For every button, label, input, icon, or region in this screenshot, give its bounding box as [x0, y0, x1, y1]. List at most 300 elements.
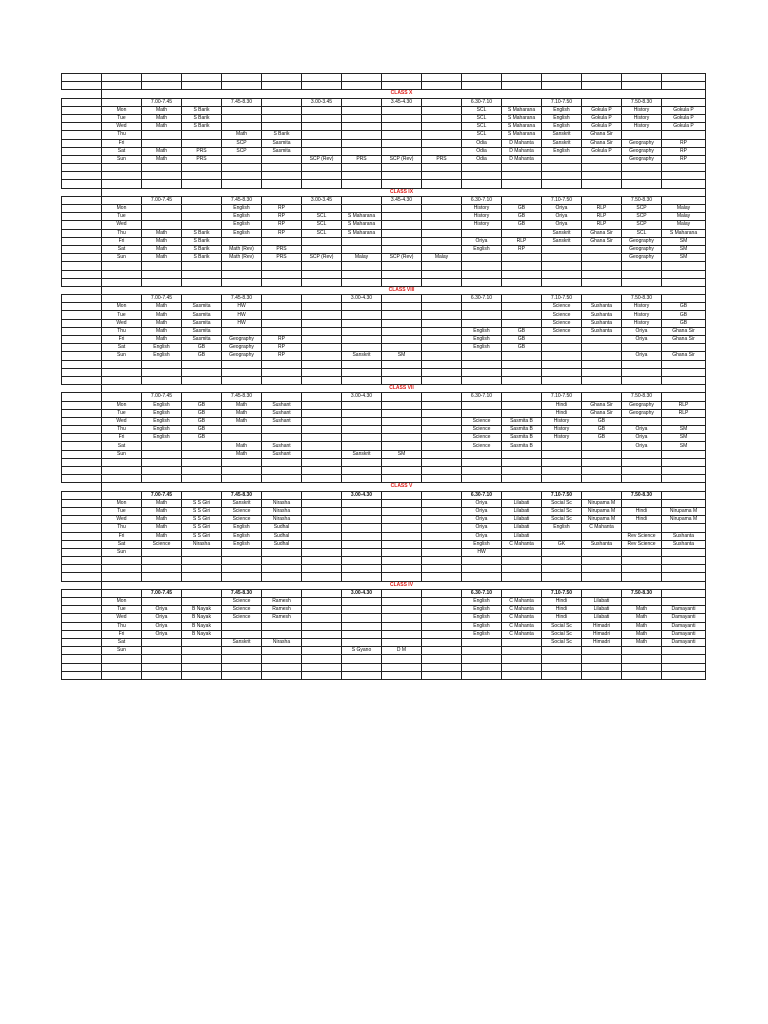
empty-cell: [542, 172, 582, 180]
empty-cell: [62, 450, 102, 458]
schedule-cell: [382, 205, 422, 213]
empty-cell: [462, 82, 502, 90]
schedule-cell: Sushanta: [582, 327, 622, 335]
schedule-cell: [582, 352, 622, 360]
empty-cell: [62, 74, 102, 82]
schedule-cell: Math: [142, 123, 182, 131]
schedule-cell: Malay: [662, 213, 706, 221]
schedule-cell: [262, 311, 302, 319]
empty-cell: [62, 598, 102, 606]
schedule-cell: [462, 450, 502, 458]
schedule-row: [62, 516, 706, 524]
schedule-cell: [342, 426, 382, 434]
empty-cell: [622, 467, 662, 475]
time-slot-label: [582, 295, 622, 303]
empty-cell: [182, 581, 222, 589]
schedule-cell: [262, 426, 302, 434]
schedule-cell: [222, 548, 262, 556]
schedule-cell: Rev Science: [622, 532, 662, 540]
spacer-row: [62, 655, 706, 663]
day-label: Sat: [102, 147, 142, 155]
day-label: Fri: [102, 139, 142, 147]
schedule-cell: History: [622, 114, 662, 122]
empty-cell: [62, 393, 102, 401]
day-label: Fri: [102, 237, 142, 245]
schedule-cell: English: [462, 336, 502, 344]
empty-cell: [422, 286, 462, 294]
schedule-cell: GB: [182, 409, 222, 417]
schedule-row: [62, 352, 706, 360]
schedule-cell: [142, 548, 182, 556]
schedule-cell: Sasmita: [182, 303, 222, 311]
day-label: Thu: [102, 426, 142, 434]
spacer-row: [62, 278, 706, 286]
schedule-cell: RP: [662, 139, 706, 147]
schedule-cell: History: [622, 123, 662, 131]
schedule-cell: English: [222, 229, 262, 237]
schedule-row: [62, 409, 706, 417]
schedule-cell: Nirupama M: [582, 499, 622, 507]
empty-cell: [222, 90, 262, 98]
empty-cell: [582, 565, 622, 573]
schedule-cell: Sasmita: [182, 327, 222, 335]
empty-cell: [382, 557, 422, 565]
schedule-cell: [342, 516, 382, 524]
time-slot-label: [102, 393, 142, 401]
schedule-cell: [422, 516, 462, 524]
schedule-cell: Ghana Sir: [582, 139, 622, 147]
schedule-cell: Math (Rev): [222, 254, 262, 262]
empty-cell: [582, 376, 622, 384]
schedule-cell: [382, 344, 422, 352]
schedule-cell: [262, 114, 302, 122]
time-slot-label: [302, 491, 342, 499]
day-label: Mon: [102, 205, 142, 213]
empty-cell: [342, 368, 382, 376]
empty-cell: [462, 655, 502, 663]
schedule-cell: [422, 147, 462, 155]
schedule-cell: Himadri: [582, 638, 622, 646]
schedule-cell: Nirupama M: [662, 516, 706, 524]
schedule-cell: B Nayak: [182, 606, 222, 614]
schedule-cell: S Maharana: [502, 131, 542, 139]
empty-cell: [422, 458, 462, 466]
schedule-cell: [222, 426, 262, 434]
empty-cell: [422, 573, 462, 581]
schedule-cell: English: [142, 344, 182, 352]
section-title-row: [62, 483, 706, 491]
time-slot-label: [662, 196, 706, 204]
empty-cell: [502, 565, 542, 573]
schedule-cell: [302, 548, 342, 556]
empty-cell: [62, 573, 102, 581]
empty-cell: [622, 671, 662, 679]
empty-cell: [662, 655, 706, 663]
schedule-cell: [462, 311, 502, 319]
schedule-cell: Hindi: [542, 401, 582, 409]
schedule-cell: [342, 540, 382, 548]
spacer-row: [62, 557, 706, 565]
day-label: Fri: [102, 532, 142, 540]
schedule-cell: [502, 229, 542, 237]
time-slot-label: 7.50-8.30: [622, 98, 662, 106]
empty-cell: [342, 82, 382, 90]
schedule-cell: English: [462, 327, 502, 335]
schedule-cell: PRS: [342, 155, 382, 163]
empty-cell: [582, 573, 622, 581]
schedule-cell: English: [462, 245, 502, 253]
schedule-cell: Nirupama M: [582, 516, 622, 524]
spacer-row: [62, 262, 706, 270]
time-slot-label: [662, 393, 706, 401]
empty-cell: [502, 286, 542, 294]
empty-cell: [182, 655, 222, 663]
schedule-row: [62, 221, 706, 229]
empty-cell: [462, 376, 502, 384]
time-slot-label: [262, 393, 302, 401]
schedule-cell: [342, 524, 382, 532]
time-header-row: [62, 295, 706, 303]
schedule-cell: Nirasha: [262, 638, 302, 646]
empty-cell: [182, 164, 222, 172]
empty-cell: [542, 360, 582, 368]
empty-cell: [142, 172, 182, 180]
schedule-cell: English: [142, 417, 182, 425]
empty-cell: [262, 671, 302, 679]
schedule-cell: [462, 319, 502, 327]
time-slot-label: 6.30-7.10: [462, 589, 502, 597]
schedule-cell: C Mahanta: [502, 622, 542, 630]
empty-cell: [102, 172, 142, 180]
day-label: Tue: [102, 114, 142, 122]
schedule-cell: Science: [222, 516, 262, 524]
schedule-cell: [662, 344, 706, 352]
empty-cell: [222, 164, 262, 172]
empty-cell: [302, 90, 342, 98]
schedule-cell: SM: [662, 426, 706, 434]
empty-cell: [222, 671, 262, 679]
schedule-cell: [422, 647, 462, 655]
time-slot-label: [302, 589, 342, 597]
schedule-cell: RLP: [582, 213, 622, 221]
empty-cell: [62, 647, 102, 655]
empty-cell: [102, 180, 142, 188]
empty-cell: [422, 671, 462, 679]
empty-cell: [662, 475, 706, 483]
schedule-cell: Math: [142, 311, 182, 319]
time-slot-label: 3.00-4.30: [342, 295, 382, 303]
schedule-cell: GB: [502, 205, 542, 213]
empty-cell: [342, 467, 382, 475]
empty-cell: [502, 458, 542, 466]
empty-cell: [622, 172, 662, 180]
schedule-cell: [142, 131, 182, 139]
empty-cell: [222, 188, 262, 196]
schedule-cell: HW: [462, 548, 502, 556]
empty-cell: [622, 376, 662, 384]
schedule-cell: [662, 647, 706, 655]
schedule-cell: B Nayak: [182, 630, 222, 638]
schedule-cell: Math: [222, 131, 262, 139]
day-label: Thu: [102, 131, 142, 139]
schedule-cell: SM: [662, 254, 706, 262]
schedule-cell: English: [542, 524, 582, 532]
empty-cell: [302, 475, 342, 483]
schedule-cell: [382, 548, 422, 556]
schedule-cell: GB: [182, 426, 222, 434]
empty-cell: [382, 376, 422, 384]
schedule-cell: English: [222, 213, 262, 221]
schedule-cell: [342, 344, 382, 352]
schedule-cell: [262, 548, 302, 556]
schedule-cell: [302, 516, 342, 524]
time-header-row: [62, 491, 706, 499]
schedule-cell: [302, 417, 342, 425]
schedule-cell: [302, 450, 342, 458]
schedule-cell: [382, 540, 422, 548]
empty-cell: [502, 581, 542, 589]
schedule-cell: [142, 442, 182, 450]
empty-cell: [622, 286, 662, 294]
empty-cell: [542, 385, 582, 393]
schedule-cell: [662, 598, 706, 606]
empty-cell: [422, 663, 462, 671]
empty-cell: [462, 286, 502, 294]
schedule-cell: [542, 532, 582, 540]
empty-cell: [62, 516, 102, 524]
schedule-cell: [182, 638, 222, 646]
day-label: Thu: [102, 622, 142, 630]
schedule-row: [62, 630, 706, 638]
empty-cell: [102, 90, 142, 98]
schedule-cell: Math: [142, 532, 182, 540]
empty-cell: [582, 180, 622, 188]
time-slot-label: [422, 589, 462, 597]
schedule-cell: History: [622, 311, 662, 319]
schedule-cell: [262, 647, 302, 655]
schedule-cell: Social Sc: [542, 630, 582, 638]
schedule-cell: [422, 401, 462, 409]
schedule-row: [62, 434, 706, 442]
empty-cell: [302, 188, 342, 196]
schedule-cell: Malay: [662, 205, 706, 213]
schedule-row: [62, 114, 706, 122]
schedule-cell: SCL: [462, 131, 502, 139]
schedule-cell: [542, 548, 582, 556]
schedule-row: [62, 205, 706, 213]
empty-cell: [62, 336, 102, 344]
empty-cell: [582, 368, 622, 376]
day-label: Wed: [102, 614, 142, 622]
empty-cell: [502, 671, 542, 679]
empty-cell: [62, 532, 102, 540]
empty-cell: [62, 188, 102, 196]
schedule-cell: Social Sc: [542, 499, 582, 507]
empty-cell: [662, 164, 706, 172]
empty-cell: [262, 557, 302, 565]
empty-cell: [342, 286, 382, 294]
schedule-cell: [302, 442, 342, 450]
schedule-cell: RP: [262, 344, 302, 352]
empty-cell: [582, 581, 622, 589]
schedule-cell: [382, 524, 422, 532]
schedule-cell: [302, 352, 342, 360]
schedule-cell: Oriya: [622, 442, 662, 450]
empty-cell: [502, 74, 542, 82]
empty-cell: [222, 270, 262, 278]
schedule-cell: [462, 401, 502, 409]
schedule-cell: Himadri: [582, 622, 622, 630]
empty-cell: [62, 376, 102, 384]
empty-cell: [62, 434, 102, 442]
empty-cell: [262, 483, 302, 491]
spacer-row: [62, 368, 706, 376]
time-slot-label: [582, 98, 622, 106]
time-slot-label: [502, 393, 542, 401]
empty-cell: [102, 458, 142, 466]
time-slot-label: 3.45-4.30: [382, 98, 422, 106]
schedule-cell: S Barik: [182, 123, 222, 131]
empty-cell: [262, 376, 302, 384]
time-slot-label: [502, 491, 542, 499]
schedule-cell: [422, 106, 462, 114]
schedule-cell: Oriya: [622, 327, 662, 335]
empty-cell: [262, 286, 302, 294]
schedule-cell: RP: [502, 245, 542, 253]
empty-cell: [422, 385, 462, 393]
empty-cell: [302, 278, 342, 286]
schedule-cell: History: [462, 205, 502, 213]
empty-cell: [222, 172, 262, 180]
schedule-cell: Science: [222, 614, 262, 622]
empty-cell: [462, 475, 502, 483]
spacer-row: [62, 475, 706, 483]
empty-cell: [222, 74, 262, 82]
empty-cell: [102, 385, 142, 393]
schedule-cell: [302, 147, 342, 155]
schedule-cell: Oriya: [142, 614, 182, 622]
schedule-cell: Math: [142, 245, 182, 253]
schedule-cell: GK: [542, 540, 582, 548]
time-slot-label: [582, 196, 622, 204]
empty-cell: [382, 467, 422, 475]
empty-cell: [62, 114, 102, 122]
schedule-cell: Oriya: [462, 524, 502, 532]
empty-cell: [62, 483, 102, 491]
empty-cell: [502, 90, 542, 98]
schedule-cell: [302, 106, 342, 114]
schedule-cell: GB: [502, 213, 542, 221]
empty-cell: [622, 90, 662, 98]
time-slot-label: 7.10-7.50: [542, 491, 582, 499]
empty-cell: [142, 475, 182, 483]
schedule-cell: S S Giri: [182, 524, 222, 532]
empty-cell: [342, 74, 382, 82]
schedule-cell: [302, 303, 342, 311]
schedule-cell: Damayanti: [662, 614, 706, 622]
time-slot-label: 3.00-3.45: [302, 196, 342, 204]
schedule-cell: RLP: [662, 409, 706, 417]
schedule-row: [62, 442, 706, 450]
empty-cell: [422, 557, 462, 565]
schedule-cell: [222, 434, 262, 442]
empty-cell: [142, 483, 182, 491]
spacer-row: [62, 180, 706, 188]
schedule-cell: Ghana Sir: [662, 352, 706, 360]
empty-cell: [582, 164, 622, 172]
schedule-cell: Nirupama M: [662, 507, 706, 515]
empty-cell: [62, 663, 102, 671]
day-label: Mon: [102, 303, 142, 311]
empty-cell: [422, 581, 462, 589]
day-label: Wed: [102, 123, 142, 131]
schedule-cell: [222, 630, 262, 638]
empty-cell: [622, 483, 662, 491]
empty-cell: [382, 164, 422, 172]
empty-cell: [182, 278, 222, 286]
schedule-cell: Gokula P: [662, 114, 706, 122]
schedule-cell: Oriya: [462, 499, 502, 507]
empty-cell: [262, 663, 302, 671]
schedule-cell: GB: [662, 311, 706, 319]
time-slot-label: [422, 491, 462, 499]
section-title-row: [62, 90, 706, 98]
schedule-cell: Sasmita B: [502, 417, 542, 425]
empty-cell: [302, 262, 342, 270]
schedule-cell: [302, 434, 342, 442]
empty-cell: [142, 655, 182, 663]
empty-cell: [302, 376, 342, 384]
schedule-cell: English: [462, 622, 502, 630]
schedule-cell: [422, 434, 462, 442]
schedule-cell: English: [542, 123, 582, 131]
spacer-row: [62, 671, 706, 679]
time-slot-label: 7.00-7.45: [142, 393, 182, 401]
empty-cell: [262, 188, 302, 196]
schedule-row: [62, 147, 706, 155]
time-slot-label: [302, 295, 342, 303]
empty-cell: [262, 270, 302, 278]
schedule-cell: Science: [542, 311, 582, 319]
schedule-cell: Ghana Sir: [582, 229, 622, 237]
schedule-cell: [422, 638, 462, 646]
empty-cell: [622, 82, 662, 90]
time-slot-label: 7.00-7.45: [142, 196, 182, 204]
empty-cell: [662, 376, 706, 384]
schedule-cell: S Barik: [182, 245, 222, 253]
schedule-cell: Sanskrit: [222, 638, 262, 646]
empty-cell: [502, 483, 542, 491]
schedule-cell: Math: [622, 630, 662, 638]
schedule-cell: [382, 319, 422, 327]
empty-cell: [342, 164, 382, 172]
schedule-cell: Sushanta: [582, 540, 622, 548]
schedule-row: [62, 524, 706, 532]
schedule-cell: Geography: [222, 336, 262, 344]
schedule-cell: Sanskrit: [542, 229, 582, 237]
empty-cell: [622, 385, 662, 393]
schedule-cell: [422, 409, 462, 417]
schedule-cell: History: [462, 221, 502, 229]
schedule-cell: English: [542, 114, 582, 122]
schedule-cell: History: [542, 417, 582, 425]
empty-cell: [302, 360, 342, 368]
time-slot-label: 7.50-8.30: [622, 196, 662, 204]
schedule-cell: Ghana Sir: [582, 237, 622, 245]
schedule-cell: Math: [222, 417, 262, 425]
empty-cell: [62, 205, 102, 213]
schedule-cell: Ghana Sir: [662, 327, 706, 335]
